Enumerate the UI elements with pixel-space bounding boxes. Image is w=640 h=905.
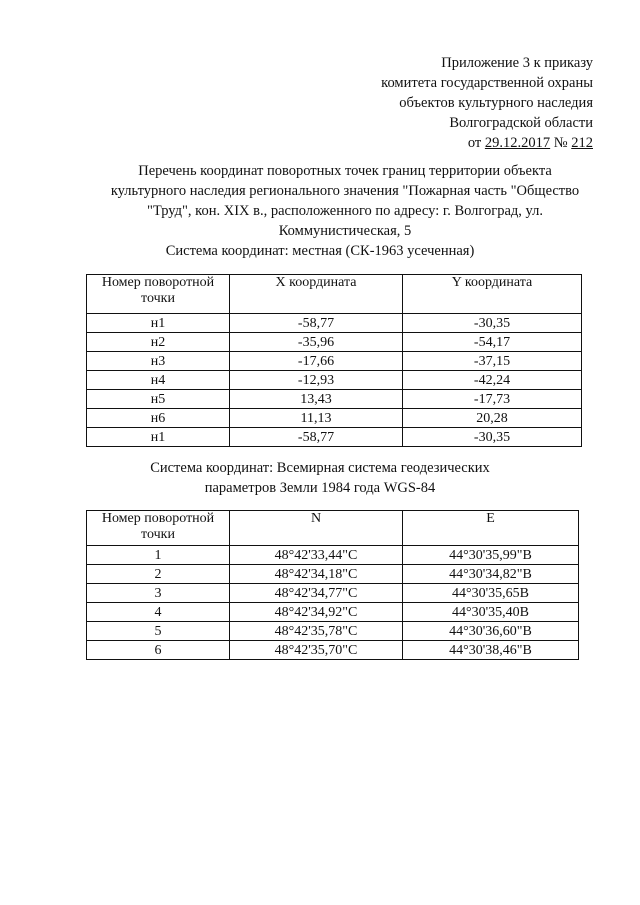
table-row bbox=[87, 390, 582, 409]
table-row bbox=[87, 428, 582, 447]
table-row bbox=[87, 565, 579, 584]
x-cell: -35,96 bbox=[230, 333, 403, 352]
y-cell: -54,17 bbox=[403, 333, 582, 352]
y-cell: 20,28 bbox=[403, 409, 582, 428]
point-cell: н4 bbox=[87, 371, 230, 390]
title-line-2: культурного наследия регионального значения "Пожарная часть "Общество bbox=[110, 183, 580, 199]
x-cell: -12,93 bbox=[230, 371, 403, 390]
table-row bbox=[87, 622, 579, 641]
x-cell: 13,43 bbox=[230, 390, 403, 409]
coordinate-system-local-label: Система координат: местная (СК-1963 усеченная) bbox=[165, 243, 475, 259]
title-line-1: Перечень координат поворотных точек границ территории объекта bbox=[138, 163, 552, 179]
coordinate-system-wgs84-label bbox=[0, 458, 640, 498]
point-cell: н3 bbox=[87, 352, 230, 371]
point-cell: 4 bbox=[87, 603, 230, 622]
e-cell: 44°30'36,60"В bbox=[403, 622, 579, 641]
point-cell: 3 bbox=[87, 584, 230, 603]
point-cell: 1 bbox=[87, 546, 230, 565]
title-line-4: Коммунистическая, 5 bbox=[278, 223, 412, 239]
point-cell: 5 bbox=[87, 622, 230, 641]
title-line-3: "Труд", кон. XIX в., расположенного по адресу: г. Волгоград, ул. bbox=[147, 203, 543, 219]
e-cell: 44°30'35,99"В bbox=[403, 546, 579, 565]
order-number-sign: № bbox=[550, 135, 572, 151]
header-point-number: Номер поворотной точки bbox=[87, 511, 230, 546]
header-n: N bbox=[230, 511, 403, 546]
point-cell: н1 bbox=[87, 314, 230, 333]
e-cell: 44°30'34,82"В bbox=[403, 565, 579, 584]
appendix-line-3: объектов культурного наследия bbox=[399, 95, 593, 111]
e-cell: 44°30'38,46"В bbox=[403, 641, 579, 660]
table-row bbox=[87, 603, 579, 622]
n-cell: 48°42'33,44"С bbox=[230, 546, 403, 565]
header-y: Y координата bbox=[403, 275, 582, 314]
n-cell: 48°42'35,70"С bbox=[230, 641, 403, 660]
wgs84-label-line-2: параметров Земли 1984 года WGS-84 bbox=[204, 480, 436, 496]
table-row bbox=[87, 333, 582, 352]
table-row bbox=[87, 314, 582, 333]
appendix-header bbox=[381, 53, 593, 153]
wgs84-coordinates-table bbox=[86, 510, 579, 660]
n-cell: 48°42'35,78"С bbox=[230, 622, 403, 641]
y-cell: -37,15 bbox=[403, 352, 582, 371]
header-x: X координата bbox=[230, 275, 403, 314]
point-cell: н2 bbox=[87, 333, 230, 352]
n-cell: 48°42'34,92"С bbox=[230, 603, 403, 622]
point-cell: 6 bbox=[87, 641, 230, 660]
table-row bbox=[87, 641, 579, 660]
x-cell: -58,77 bbox=[230, 428, 403, 447]
wgs84-label-line-1: Система координат: Всемирная система геодезических bbox=[150, 460, 490, 476]
point-cell: н1 bbox=[87, 428, 230, 447]
document-title bbox=[60, 161, 630, 241]
y-cell: -17,73 bbox=[403, 390, 582, 409]
table-header-row bbox=[87, 511, 579, 546]
point-cell: н5 bbox=[87, 390, 230, 409]
header-e: E bbox=[403, 511, 579, 546]
x-cell: -58,77 bbox=[230, 314, 403, 333]
order-number: 212 bbox=[571, 135, 593, 151]
order-date: 29.12.2017 bbox=[484, 135, 551, 151]
header-point-number: Номер поворотной точки bbox=[87, 275, 230, 314]
local-coordinates-table bbox=[86, 274, 582, 447]
table-row bbox=[87, 546, 579, 565]
order-prefix: от bbox=[467, 135, 485, 151]
appendix-line-4: Волгоградской области bbox=[449, 115, 593, 131]
n-cell: 48°42'34,18"С bbox=[230, 565, 403, 584]
table-row bbox=[87, 584, 579, 603]
appendix-line-2: комитета государственной охраны bbox=[381, 75, 593, 91]
y-cell: -30,35 bbox=[403, 314, 582, 333]
e-cell: 44°30'35,65В bbox=[403, 584, 579, 603]
table-row bbox=[87, 371, 582, 390]
appendix-order-line bbox=[381, 133, 593, 153]
x-cell: 11,13 bbox=[230, 409, 403, 428]
table-header-row bbox=[87, 275, 582, 314]
appendix-line-1: Приложение 3 к приказу bbox=[441, 55, 593, 71]
x-cell: -17,66 bbox=[230, 352, 403, 371]
y-cell: -42,24 bbox=[403, 371, 582, 390]
point-cell: н6 bbox=[87, 409, 230, 428]
table-row bbox=[87, 352, 582, 371]
table-row bbox=[87, 409, 582, 428]
y-cell: -30,35 bbox=[403, 428, 582, 447]
point-cell: 2 bbox=[87, 565, 230, 584]
e-cell: 44°30'35,40В bbox=[403, 603, 579, 622]
n-cell: 48°42'34,77"С bbox=[230, 584, 403, 603]
